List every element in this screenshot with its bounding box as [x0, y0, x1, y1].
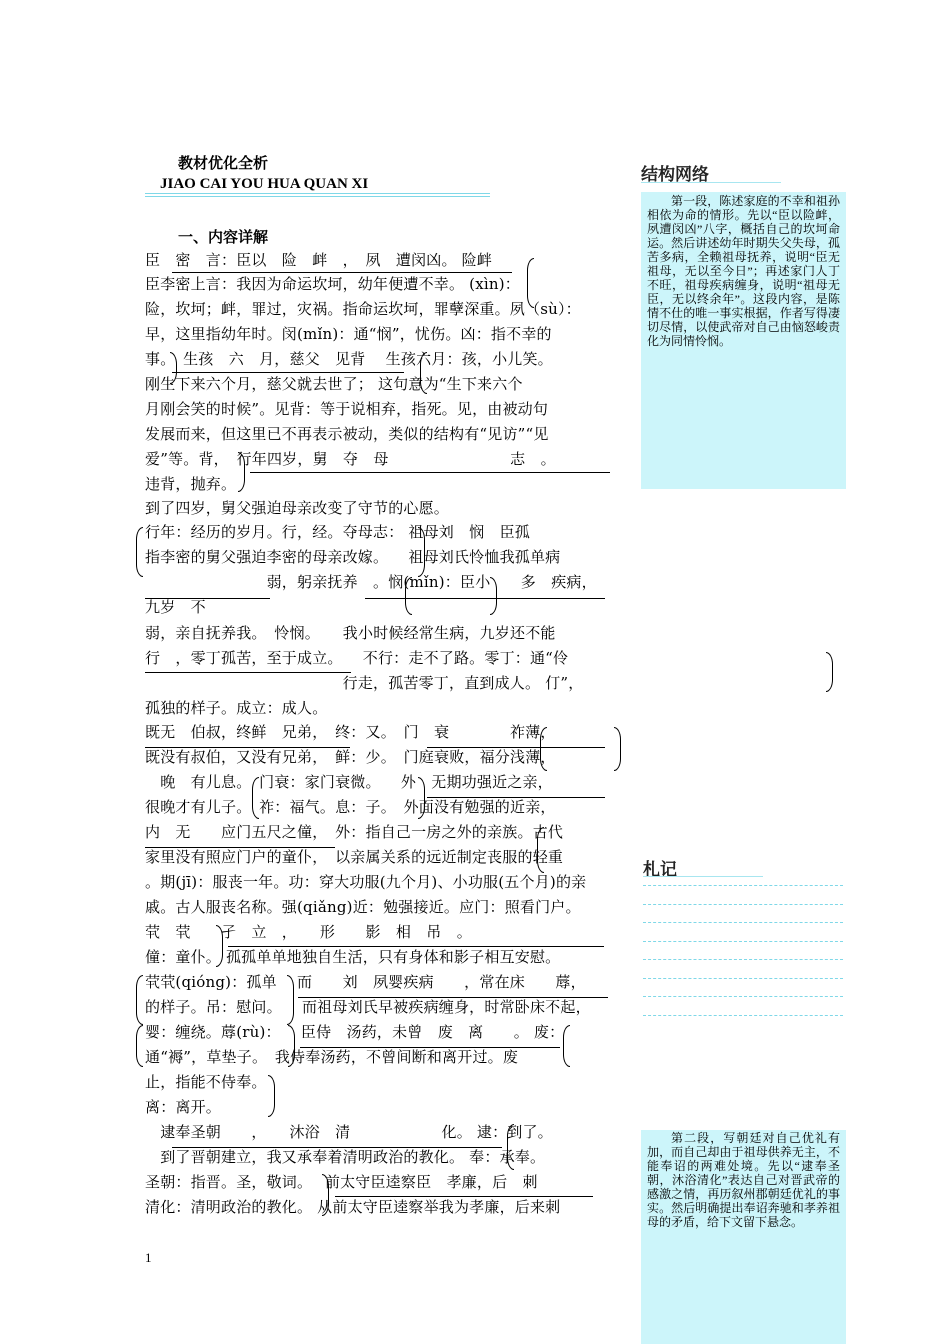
text-line: 到了晋朝建立，我又承奉着清明政治的教化。 奉：承奉。	[145, 1148, 546, 1166]
text-line: 既无 伯叔，终鲜 兄弟， 终：又。 门 衰 祚薄，	[145, 723, 556, 741]
underline	[172, 272, 512, 273]
page-number: 1	[145, 1250, 152, 1265]
text-line: 孤独的样子。成立：成人。	[145, 699, 328, 717]
bracket	[288, 1025, 295, 1067]
text-line: 既没有叔伯，又没有兄弟， 鲜：少。 门庭衰败，福分浅薄，	[145, 748, 556, 766]
network-text-2: 第二段，写朝廷对自己优礼有加，而自己却由于祖母供养无主，不能奉诏的两难处境。先以“逮奉圣朝，沐浴清化”表达自己对晋武帝的感激之情，再历叙州郡朝廷优礼的事实。然后明确提出奉诏奔驰和孝养祖母的矛盾，给下文留下悬念。	[647, 1131, 840, 1229]
underline	[172, 1147, 502, 1148]
header-title-cn: 教材优化全析	[178, 154, 269, 172]
underline	[145, 747, 350, 748]
text-line: 早，这里指幼年时。闵(mǐn)：通“悯”，忧伤。凶：指不幸的	[145, 325, 552, 343]
bracket	[537, 827, 544, 873]
note-line	[643, 978, 843, 979]
text-line: 通“褥”，草垫子。 我侍奉汤药，不曾间断和离开过。废	[145, 1048, 519, 1066]
header-title-pinyin: JIAO CAI YOU HUA QUAN XI	[160, 176, 369, 192]
text-line: 臣李密上言：我因为命运坎坷，幼年便遭不幸。 (xìn)：	[145, 275, 520, 293]
text-line: 晚 有儿息。 门衰：家门衰微。 外 无期功强近之亲，	[145, 773, 553, 791]
text-line: 到了四岁，舅父强迫母亲改变了守节的心愿。	[145, 499, 450, 517]
underline	[298, 997, 608, 998]
text-line: 行年：经历的岁月。行，经。夺母志： 祖母刘 悯 臣孤	[145, 523, 530, 541]
underline	[335, 1196, 593, 1197]
network-box-2	[641, 1130, 846, 1344]
header-rule-2	[145, 196, 490, 197]
network-box-1	[641, 192, 846, 489]
bracket	[216, 925, 223, 967]
bracket	[826, 652, 833, 692]
text-line: 发展而来，但这里已不再表示被动，类似的结构有“见访”“见	[145, 425, 549, 443]
underline	[250, 472, 610, 473]
bracket	[268, 1075, 275, 1117]
note-line	[643, 885, 843, 886]
bracket	[563, 1025, 570, 1067]
text-line: 离：离开。	[145, 1098, 222, 1116]
text-line: 茕茕(qióng)：孤单 而 刘 夙婴疾病 ，常在床 蓐，	[145, 973, 586, 991]
underline	[145, 598, 270, 599]
text-line: 爱”等。背， 行年四岁，舅 夺 母 志 。	[145, 450, 556, 468]
text-line: 事。 生孩 六 月，慈父 见背 生孩六月：孩，小儿笑。	[145, 350, 553, 368]
underline	[300, 1047, 560, 1048]
underline	[427, 797, 605, 798]
text-line: 。期(jī)：服丧一年。功：穿大功服(九个月)、小功服(五个月)的亲	[145, 873, 587, 891]
bracket	[527, 258, 534, 308]
section-title: 一、内容详解	[178, 228, 269, 246]
bracket	[238, 452, 245, 492]
bracket	[507, 1124, 514, 1170]
text-line: 僮：童仆。 孤孤单单地独自生活，只有身体和影子相互安慰。	[145, 948, 561, 966]
text-line: 逮奉圣朝 ， 沐浴 清 化。 逮：到了。	[145, 1123, 553, 1141]
text-line: 婴：缠绕。蓐(rù)： 臣侍 汤药，未曾 废 离 。 废：	[145, 1023, 565, 1041]
text-line: 清化：清明政治的教化。 从前太守臣逵察举我为孝廉，后来刺	[145, 1198, 561, 1216]
bracket	[418, 527, 425, 577]
header-rule	[145, 193, 490, 194]
notes-title: 札记	[643, 860, 677, 880]
text-line: 弱，躬亲抚养 。悯(mǐn)：臣小 多 疾病，	[145, 573, 597, 591]
text-line: 内 无 应门五尺之僮， 外：指自己一房之外的亲族。古代	[145, 823, 564, 841]
underline	[228, 946, 604, 947]
text-line: 月刚会笑的时候”。见背：等于说相弃，指死。见，由被动句	[145, 400, 549, 418]
text-line: 行走，孤苦零丁，直到成人。 仃”，	[145, 674, 584, 692]
bracket	[136, 1025, 143, 1067]
network-title: 结构网络	[641, 165, 709, 185]
note-line	[643, 922, 843, 923]
bracket	[136, 975, 143, 1025]
text-line: 戚。古人服丧名称。强(qiǎng)近：勉强接近。应门：照看门户。	[145, 898, 581, 916]
bracket	[420, 352, 427, 394]
note-line	[643, 1015, 843, 1016]
underline	[427, 747, 605, 748]
text-line: 刚生下来六个月，慈父就去世了； 这句意为“生下来六个	[145, 375, 523, 393]
bracket	[405, 577, 412, 615]
text-line: 弱，亲自抚养我。 怜悯。 我小时候经常生病，九岁还不能	[145, 624, 556, 642]
note-line	[643, 941, 843, 942]
text-line: 九岁 不	[145, 598, 206, 616]
underline	[145, 672, 351, 673]
text-line: 险，坎坷；衅，罪过，灾祸。指命运坎坷，罪孽深重。夙（sù）：	[145, 300, 581, 318]
text-line: 很晚才有儿子。 祚：福气。息：子。 外面没有勉强的近亲，	[145, 798, 556, 816]
text-line: 止，指能不侍奉。	[145, 1073, 267, 1091]
text-line: 家里没有照应门户的童仆， 以亲属关系的远近制定丧服的轻重	[145, 848, 564, 866]
text-line: 的样子。吊：慰问。 而祖母刘氏早被疾病缠身，时常卧床不起，	[145, 998, 591, 1016]
note-line	[643, 959, 843, 960]
network-text-1: 第一段，陈述家庭的不幸和祖孙相依为命的情形。先以“臣以险衅，夙遭闵凶”八字，概括自己的坎坷命运。然后讲述幼年时期失父失母，孤苦多病，全赖祖母抚养，说明“臣无祖母，无以至今日”；再述家门人丁不旺，祖母疾病缠身，说明“祖母无臣，无以终余年”。这段内容，是陈情不仕的唯一事实根据，作者写得凄切尽情，以使武帝对自己由恼怒峻责化为同情怜悯。	[647, 194, 840, 348]
note-line	[643, 996, 843, 997]
network-title-rule	[641, 182, 781, 183]
text-line: 违背，抛弃。	[145, 475, 237, 493]
underline	[172, 372, 404, 373]
text-line: 茕 茕 孑 立 ， 形 影 相 吊 。	[145, 923, 472, 941]
bracket	[136, 527, 143, 577]
bracket	[322, 1174, 329, 1216]
bracket	[252, 777, 259, 819]
underline	[145, 847, 335, 848]
text-line: 行 ，零丁孤苦，至于成立。 不行：走不了路。零丁：通“伶	[145, 649, 569, 667]
text-line: 指李密的舅父强迫李密的母亲改嫁。 祖母刘氏怜恤我孤单病	[145, 548, 561, 566]
text-line: 臣 密 言：臣以 险 衅 ， 夙 遭闵凶。 险衅	[145, 251, 493, 269]
bracket	[418, 777, 425, 819]
text-line: 圣朝：指晋。圣，敬词。 前太守臣逵察臣 孝廉，后 刺	[145, 1173, 538, 1191]
underline	[365, 598, 605, 599]
bracket	[540, 727, 547, 771]
note-line	[643, 904, 843, 905]
bracket	[287, 975, 294, 1025]
bracket	[614, 727, 621, 771]
notes-title-rule	[643, 876, 763, 877]
